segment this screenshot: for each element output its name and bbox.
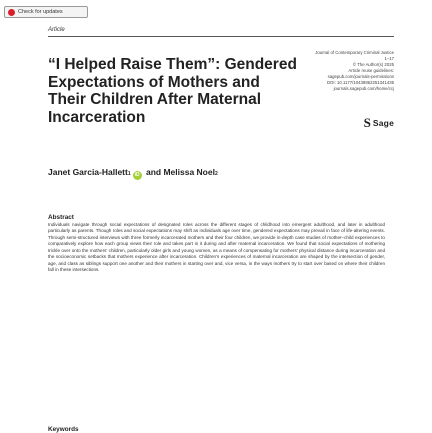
- page-range: 1–17: [384, 56, 394, 61]
- journal-name: Journal of Contemporary Criminal Justice: [315, 50, 394, 55]
- copyright: © The Author(s) 2025: [352, 62, 394, 67]
- abstract-heading: Abstract: [48, 214, 74, 221]
- article-type-label: Article: [48, 27, 65, 33]
- author-name-2: Melissa Noel: [163, 167, 215, 177]
- journal-meta: [274, 50, 394, 92]
- journal-home-link[interactable]: journals.sagepub.com/home/ccj: [333, 86, 394, 91]
- author-connector: and: [143, 167, 164, 177]
- check-for-updates-badge[interactable]: [4, 6, 88, 18]
- article-title: “I Helped Raise Them”: Gendered Expectations of Mothers and Their Children After Maternal Incarceration: [48, 56, 297, 126]
- check-for-updates-label: Check for updates: [18, 9, 63, 15]
- author-1-affiliation-mark: 1: [127, 171, 131, 177]
- sage-logo-icon: S: [363, 115, 371, 130]
- keywords-heading: Keywords: [48, 426, 79, 433]
- abstract-body: Individuals navigate through social expectations of designated roles across the different stages of childhood into emergent adulthood, and later in adulthood particularly as parents. Though roles and social expectations may shift as individuals age over time, gendered expectations may prevail in face of life-altering events. Through semi-structured interviews with three formerly incarcerated mothers and their four children, we provide in-depth case studies of mother–child experiences to comparatively explore how each group views their role and takes part in it during and after maternal incarceration. We found that social expectations of mothering trickle over onto the mothers’ children, particularly older girls and young women, as a means of compensating for mothers’ physical distance during incarceration and the socioeconomic setbacks that mothers experience after incarceration. Children’s experiences of maternal incarceration are shaped by the intersection of gender, age, and class as siblings support one another and their mothers in starting over and, vice versa, in the ways mothers try to start over based on where their children fall in these intersections.: [48, 222, 385, 273]
- publisher-logo: [364, 115, 394, 131]
- check-for-updates-icon: [8, 9, 15, 16]
- reuse-guidelines: Article reuse guidelines:: [348, 68, 394, 73]
- author-line: [48, 167, 218, 179]
- header-divider: [48, 36, 394, 37]
- orcid-icon[interactable]: iD: [134, 172, 140, 178]
- permissions-link[interactable]: sagepub.com/journals-permissions: [327, 74, 394, 79]
- author-2-affiliation-mark: 2: [214, 171, 218, 177]
- doi-link[interactable]: DOI: 10.1177/10439862251341435: [326, 80, 394, 85]
- author-name-1: Janet Garcia-Hallett: [48, 167, 128, 177]
- sage-wordmark: Sage: [372, 118, 394, 128]
